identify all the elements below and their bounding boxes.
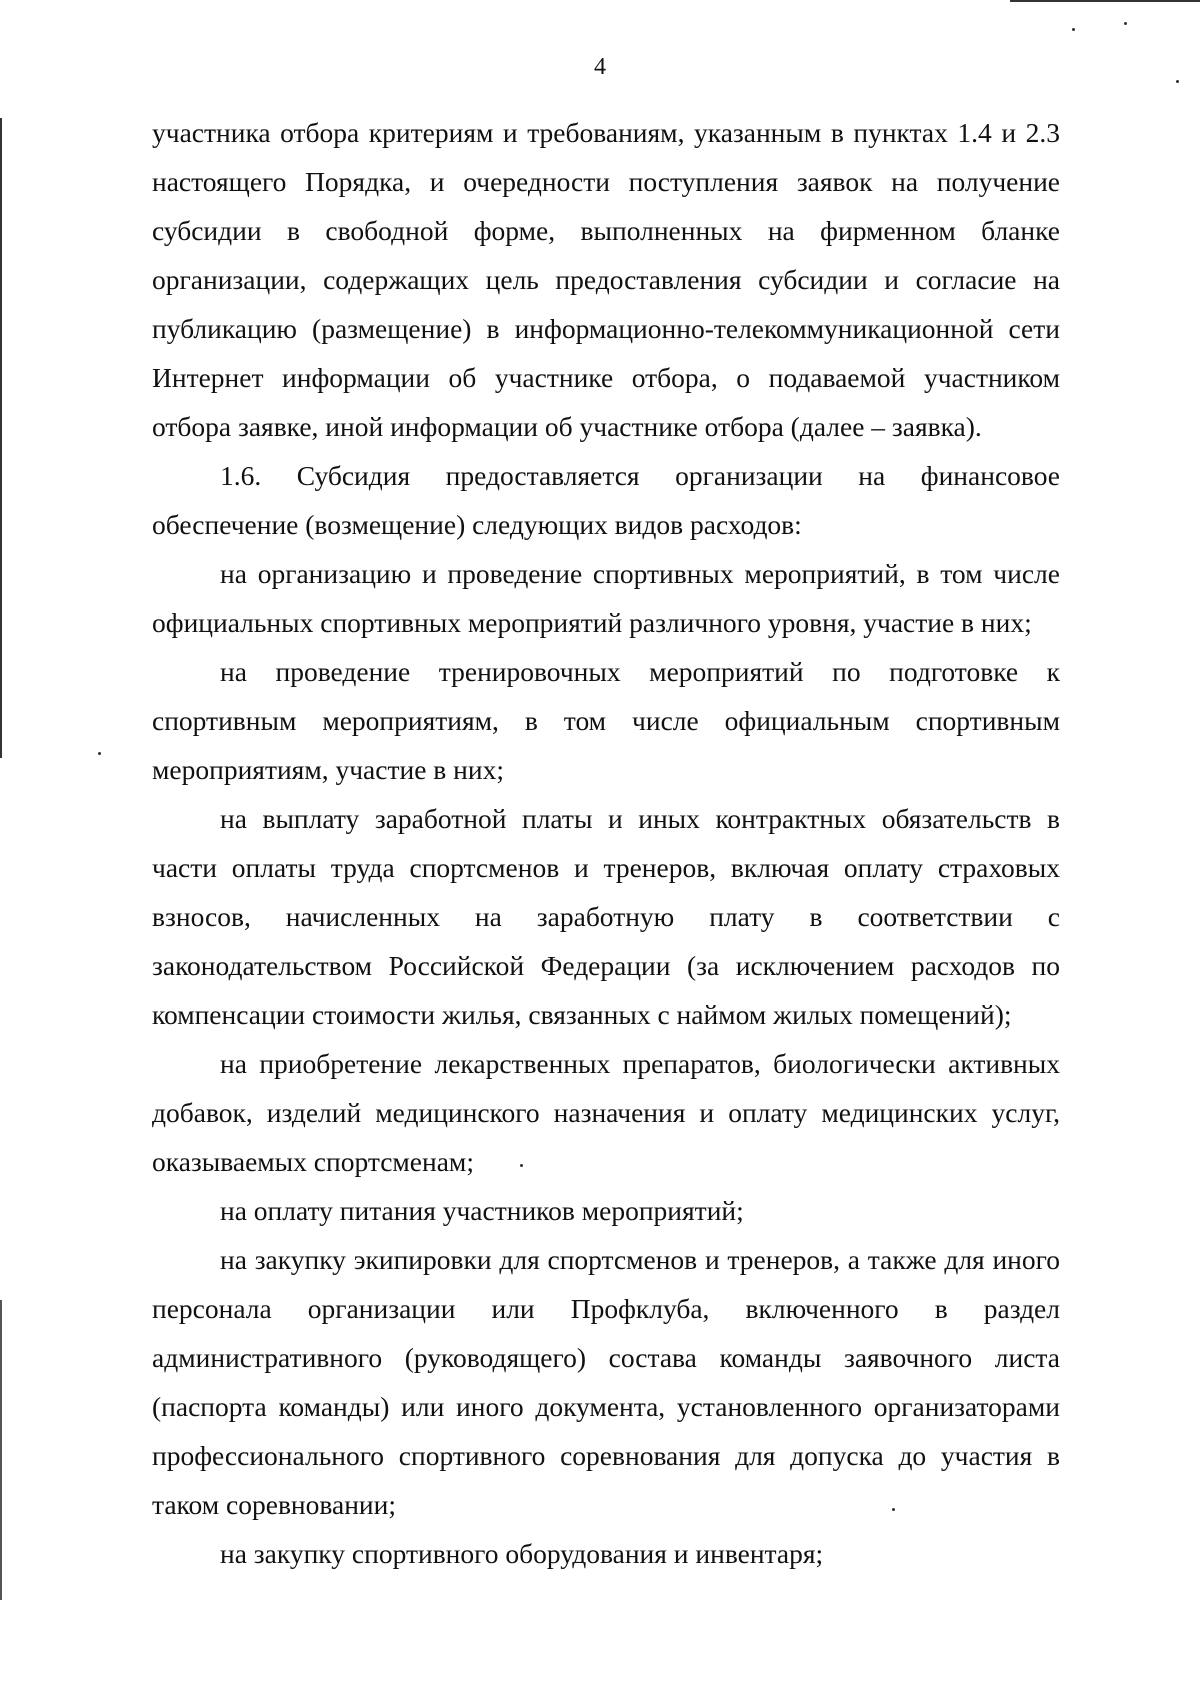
paragraph: на организацию и проведение спортивных мероприятий, в том числе официальных спортивных мероприятий различного уровня, участие в них; (152, 558, 1060, 638)
scan-edge-mark (0, 118, 2, 758)
paragraph: на оплату питания участников мероприятий; (220, 1195, 744, 1226)
document-body (152, 108, 1060, 1578)
paragraph: на выплату заработной платы и иных контрактных обязательств в части оплаты труда спортсменов и тренеров, включая оплату страховых взносов, начисленных на заработную плату в соответствии с законодательством Российской Федерации (за исключением расходов по компенсации стоимости жилья, связанных с наймом жилых помещений); (152, 803, 1060, 1030)
scan-top-mark (1010, 0, 1200, 2)
paragraph: на закупку экипировки для спортсменов и тренеров, а также для иного персонала организации или Профклуба, включенного в раздел административного (руководящего) состава команды заявочного листа (паспорта команды) или иного документа, установленного организаторами профессионального спортивного соревнования для допуска до участия в таком соревновании; (152, 1244, 1060, 1520)
scan-edge-mark (0, 1300, 2, 1600)
scan-speck (1072, 28, 1075, 31)
paragraph: на закупку спортивного оборудования и инвентаря; (220, 1538, 824, 1569)
scan-speck (98, 752, 101, 755)
paragraph: на проведение тренировочных мероприятий по подготовке к спортивным мероприятиям, в том числе официальным спортивным мероприятиям, участие в них; (152, 656, 1060, 785)
page-number: 4 (594, 54, 606, 80)
scan-speck (1124, 22, 1127, 25)
paragraph: участника отбора критериям и требованиям, указанным в пунктах 1.4 и 2.3 настоящего Порядка, и очередности поступления заявок на получение субсидии в свободной форме, выполненных на фирменном бланке организации, содержащих цель предоставления субсидии и согласие на публикацию (размещение) в информационно-телекоммуникационной сети Интернет информации об участнике отбора, о подаваемой участником отбора заявке, иной информации об участнике отбора (далее – заявка). (152, 117, 1060, 442)
paragraph: на приобретение лекарственных препаратов, биологически активных добавок, изделий медицинского назначения и оплату медицинских услуг, оказываемых спортсменам; (152, 1048, 1060, 1177)
paragraph: 1.6. Субсидия предоставляется организации на финансовое обеспечение (возмещение) следующих видов расходов: (152, 460, 1060, 540)
